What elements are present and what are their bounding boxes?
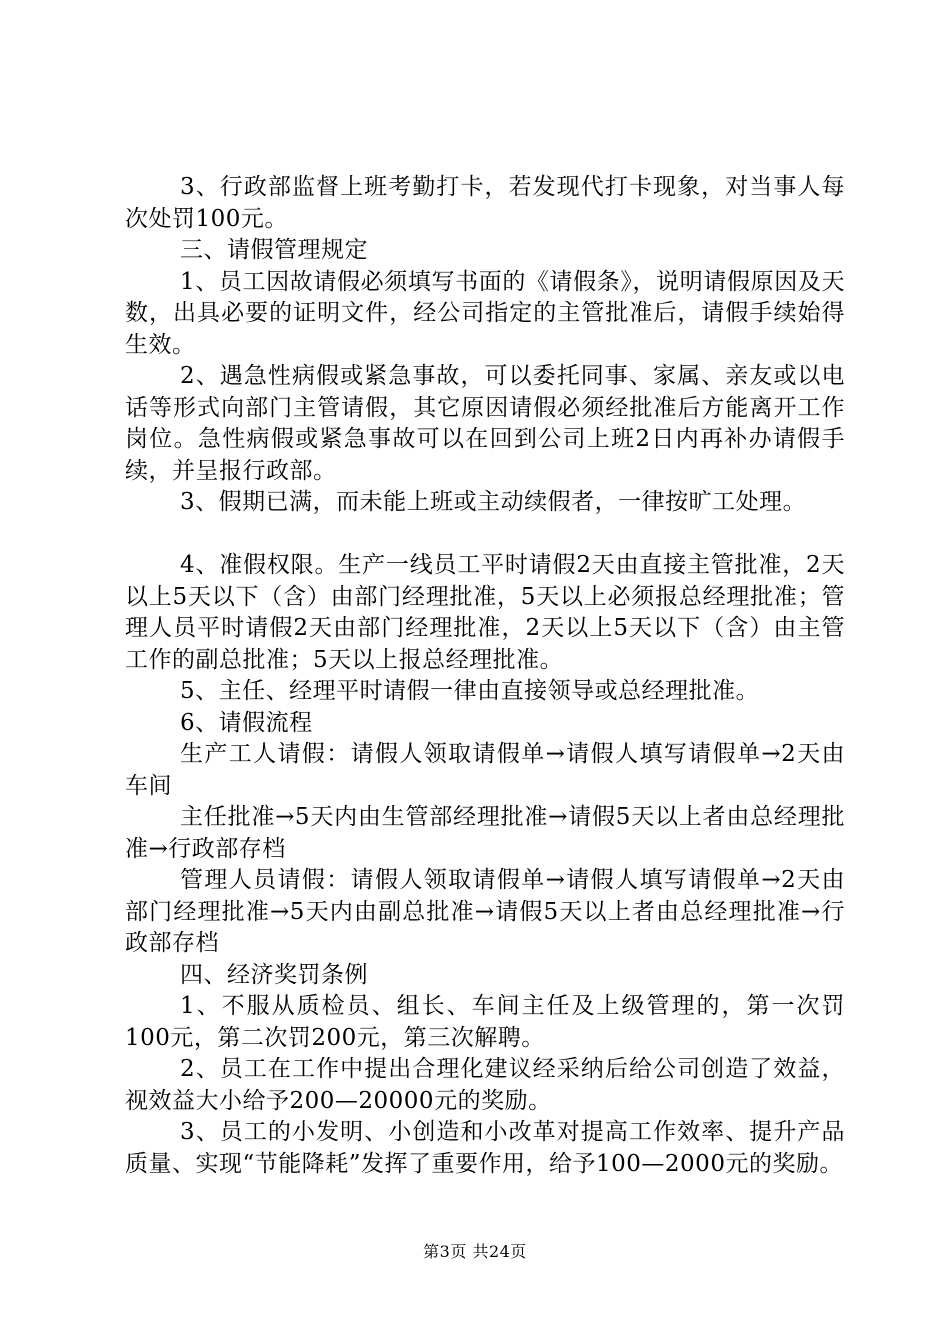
page-number-footer: 第3页 共24页 bbox=[423, 1242, 527, 1261]
paragraph-worker-process-part2: 主任批准→5天内由生管部经理批准→请假5天以上者由总经理批准→行政部存档 bbox=[125, 804, 845, 862]
paragraph-approval-authority: 4、准假权限。生产一线员工平时请假2天由直接主管批准，2天以上5天以下（含）由部门经理批准，5天以上必须报总经理批准；管理人员平时请假2天由部门经理批准，2天以上5天以下（含）由主管工作的副总批准；5天以上报总经理批准。 bbox=[125, 552, 845, 673]
paragraph-manager-leave: 5、主任、经理平时请假一律由直接领导或总经理批准。 bbox=[180, 678, 760, 704]
paragraph-penalty-disobedience: 1、不服从质检员、组长、车间主任及上级管理的，第一次罚100元，第二次罚200元，第三次解聘。 bbox=[125, 993, 845, 1051]
paragraph-reward-suggestion: 2、员工在工作中提出合理化建议经采纳后给公司创造了效益，视效益大小给予200—20000元的奖励。 bbox=[125, 1056, 845, 1114]
document-body bbox=[125, 172, 845, 1180]
paragraph-attendance-punch: 3、行政部监督上班考勤打卡，若发现代打卡现象，对当事人每次处罚100元。 bbox=[125, 174, 845, 232]
paragraph-staff-process: 管理人员请假：请假人领取请假单→请假人填写请假单→2天由部门经理批准→5天内由副总批准→请假5天以上者由总经理批准→行政部存档 bbox=[125, 867, 845, 956]
section-heading-leave-rules: 三、请假管理规定 bbox=[180, 237, 368, 263]
paragraph-emergency-leave: 2、遇急性病假或紧急事故，可以委托同事、家属、亲友或以电话等形式向部门主管请假，其它原因请假必须经批准后方能离开工作岗位。急性病假或紧急事故可以在回到公司上班2日内再补办请假手续，并呈报行政部。 bbox=[125, 363, 845, 484]
paragraph-expired-leave: 3、假期已满，而未能上班或主动续假者，一律按旷工处理。 bbox=[180, 489, 807, 515]
paragraph-reward-invention: 3、员工的小发明、小创造和小改革对提高工作效率、提升产品质量、实现“节能降耗”发挥了重要作用，给予100—2000元的奖励。 bbox=[125, 1119, 845, 1177]
paragraph-leave-process-heading: 6、请假流程 bbox=[180, 709, 313, 736]
paragraph-worker-process-part1: 生产工人请假：请假人领取请假单→请假人填写请假单→2天由车间 bbox=[125, 741, 845, 799]
section-heading-rewards-penalties: 四、经济奖罚条例 bbox=[180, 961, 368, 988]
paragraph-leave-form: 1、员工因故请假必须填写书面的《请假条》，说明请假原因及天数，出具必要的证明文件，经公司指定的主管批准后，请假手续始得生效。 bbox=[125, 268, 845, 358]
